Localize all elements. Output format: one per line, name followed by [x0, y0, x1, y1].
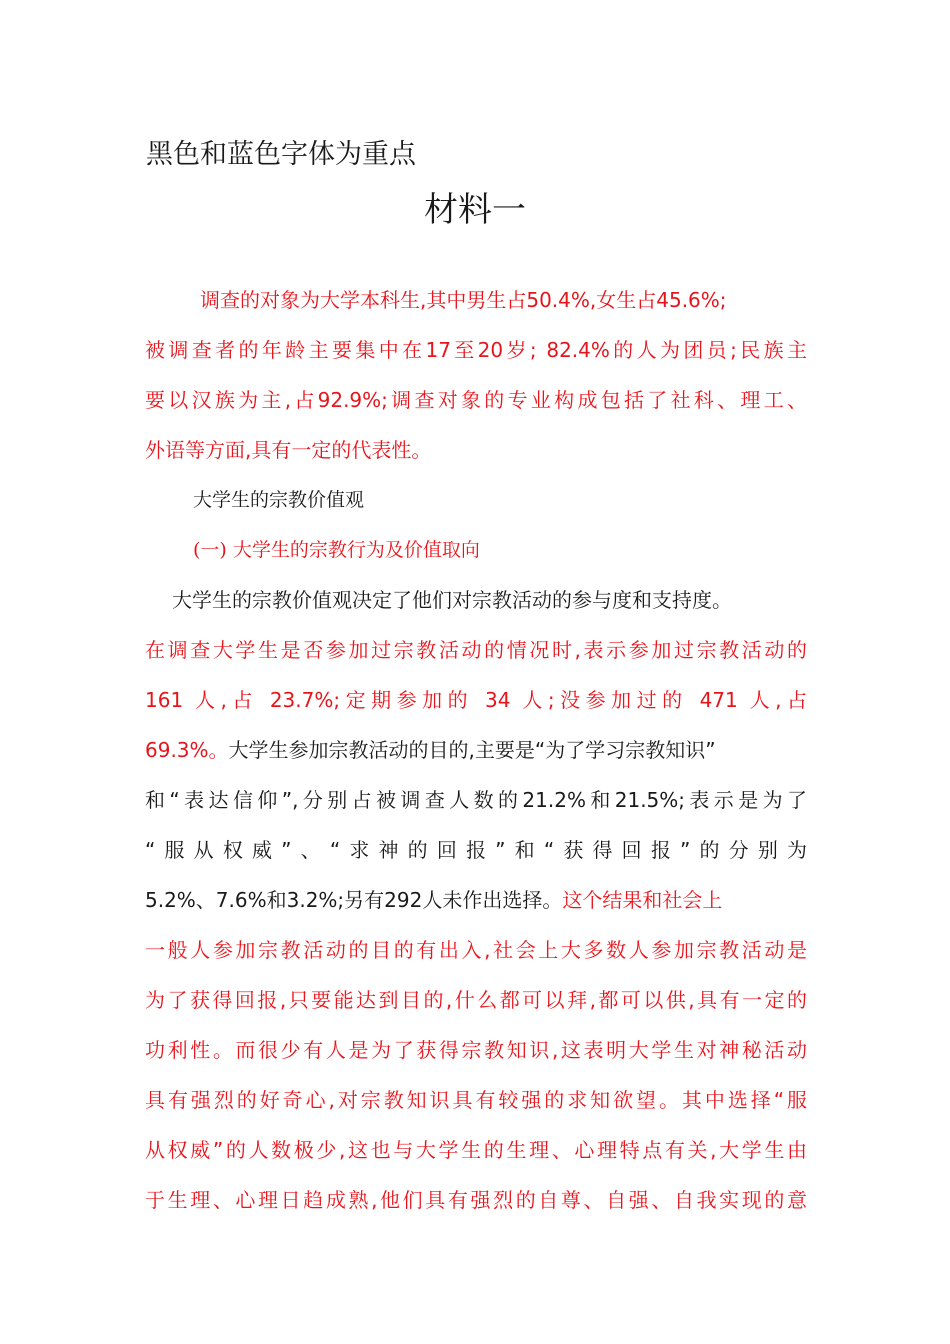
paragraph-2-line-7 [145, 886, 807, 914]
paragraph-1-line-2: 被调查者的年龄主要集中在17至20岁; 82.4%的人为团员;民族主 [145, 338, 807, 362]
paragraph-2-line-7-red: 这个结果和社会上 [562, 888, 723, 912]
paragraph-2-line-10: 功利性。而很少有人是为了获得宗教知识,这表明大学生对神秘活动 [145, 1038, 807, 1062]
paragraph-2-line-9: 为了获得回报,只要能达到目的,什么都可以拜,都可以供,具有一定的 [145, 988, 807, 1012]
page-title: 材料一 [424, 190, 526, 230]
section-heading: 大学生的宗教价值观 [193, 489, 365, 511]
paragraph-2-line-13: 于生理、心理日趋成熟,他们具有强烈的自尊、自强、自我实现的意 [145, 1188, 807, 1212]
paragraph-2-line-5: 和“表达信仰”,分别占被调查人数的21.2%和21.5%;表示是为了 [145, 788, 807, 812]
paragraph-2-line-2: 在调查大学生是否参加过宗教活动的情况时,表示参加过宗教活动的 [145, 638, 807, 662]
paragraph-2-line-4 [145, 736, 807, 764]
paragraph-1-line-4: 外语等方面,具有一定的代表性。 [145, 438, 432, 462]
paragraph-2-line-6: “服从权威”、“求神的回报”和“获得回报”的分别为 [145, 838, 807, 862]
paragraph-2-line-8: 一般人参加宗教活动的目的有出入,社会上大多数人参加宗教活动是 [145, 938, 807, 962]
paragraph-1-line-1: 调查的对象为大学本科生,其中男生占50.4%,女生占45.6%; [200, 288, 727, 312]
paragraph-2-line-3: 161 人,占 23.7%;定期参加的 34 人;没参加过的 471 人,占 [145, 688, 807, 712]
paragraph-2-line-4-red: 69.3%。 [145, 738, 229, 762]
paragraph-2-line-11: 具有强烈的好奇心,对宗教知识具有较强的求知欲望。其中选择“服 [145, 1088, 807, 1112]
section-subheading: (一) 大学生的宗教行为及价值取向 [193, 539, 480, 561]
paragraph-2-line-1: 大学生的宗教价值观决定了他们对宗教活动的参与度和支持度。 [172, 588, 732, 612]
paragraph-2-line-4-black: 大学生参加宗教活动的目的,主要是“为了学习宗教知识” [228, 738, 716, 762]
paragraph-2-line-7-black: 5.2%、7.6%和3.2%;另有292人未作出选择。 [145, 888, 563, 912]
paragraph-1-line-3: 要以汉族为主,占92.9%;调查对象的专业构成包括了社科、理工、 [145, 388, 807, 412]
paragraph-2-line-12: 从权威”的人数极少,这也与大学生的生理、心理特点有关,大学生由 [145, 1138, 807, 1162]
emphasis-note: 黑色和蓝色字体为重点 [146, 139, 416, 170]
